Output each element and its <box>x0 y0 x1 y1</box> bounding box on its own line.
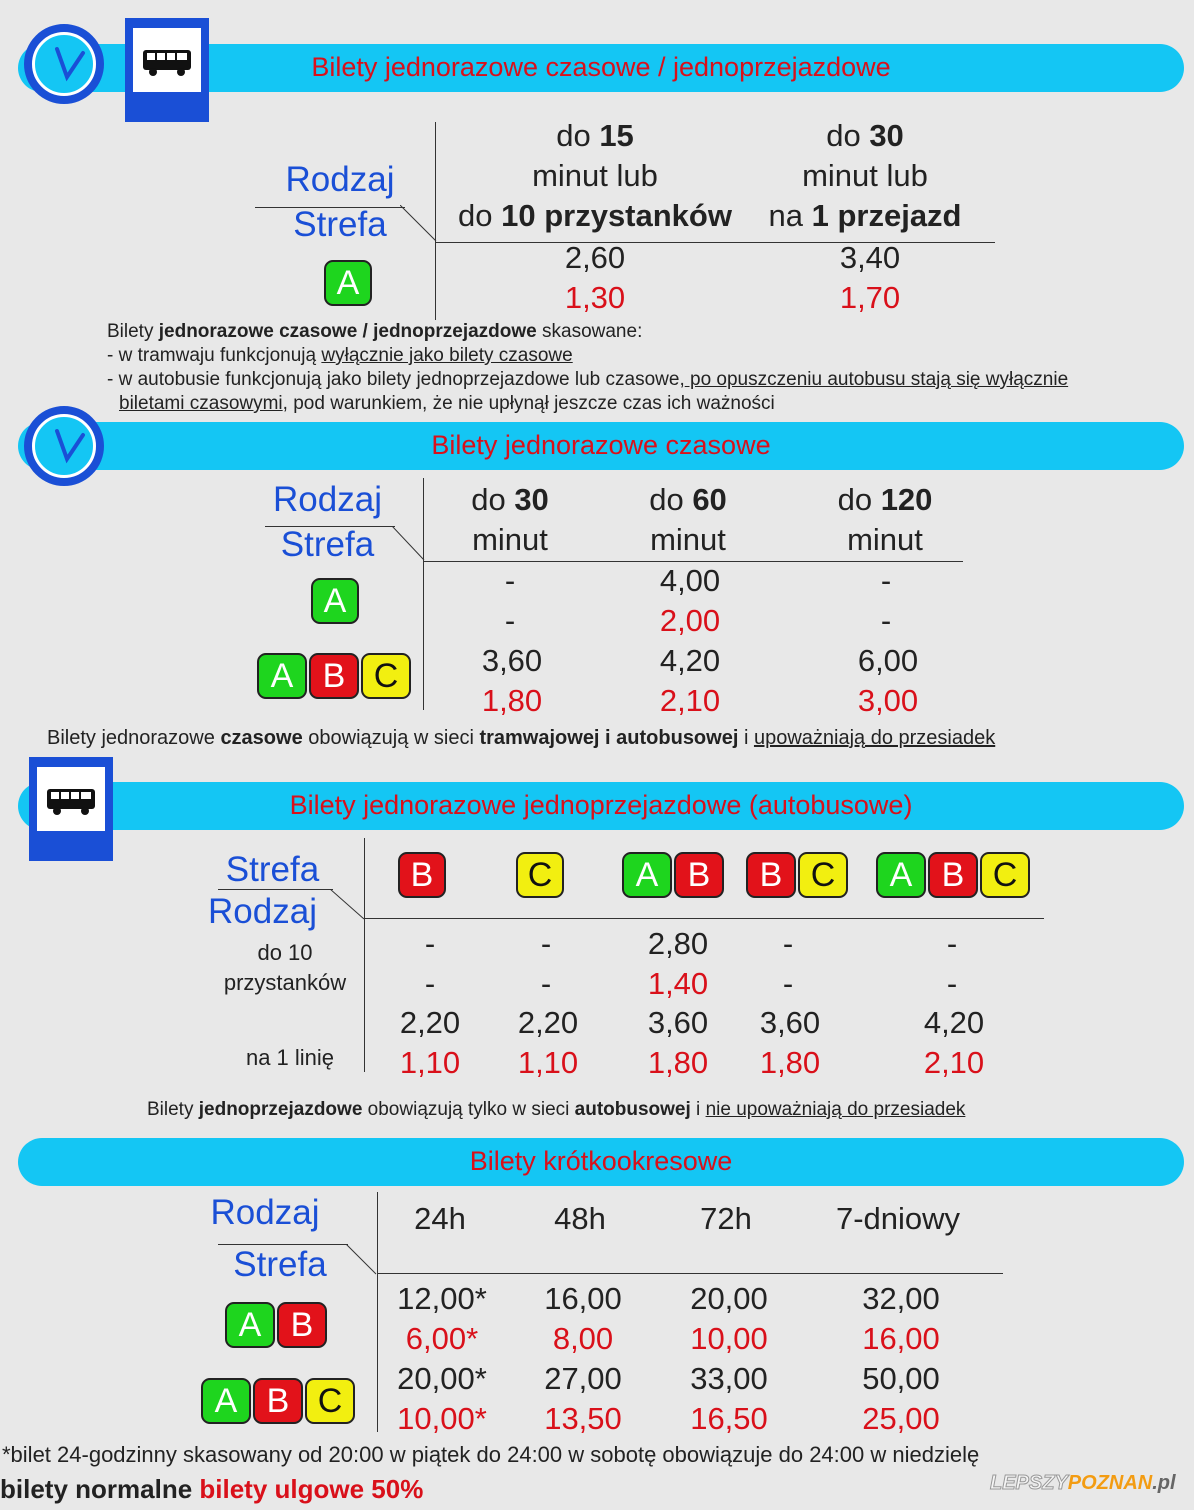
price-reduced: 1,80 <box>647 1045 709 1080</box>
price-normal: 4,20 <box>923 1005 985 1040</box>
section1-note: Bilety jednorazowe czasowe / jednoprzejazdowe skasowane: - w tramwaju funkcjonują wyłącznie jako bilety czasowe - w autobusie funkcjonują jako bilety jednoprzejazdowe lub czasowe, po opuszczeniu autobusu stają się wyłącznie biletami czasowymi, pod warunkiem, że nie upłynął jeszcze czas ich ważności <box>107 321 1069 414</box>
section4-label-strefa: Strefa <box>233 1245 327 1284</box>
divider <box>423 478 424 710</box>
zone-a-badge: A <box>324 260 372 306</box>
price-reduced: 1,70 <box>839 280 901 315</box>
price-normal: 20,00 <box>690 1281 768 1316</box>
section3-row2-label: na 1 linię <box>245 1045 335 1070</box>
zone-c-badge: C <box>361 653 411 699</box>
section1-label-strefa: Strefa <box>293 205 387 244</box>
price-reduced: 2,10 <box>923 1045 985 1080</box>
zone-b-badge: B <box>309 653 359 699</box>
price-reduced: 6,00* <box>405 1321 479 1356</box>
price-normal: - <box>504 563 516 598</box>
price-reduced: - <box>782 966 794 1001</box>
price-normal: 2,80 <box>647 926 709 961</box>
section3-title: Bilety jednorazowe jednoprzejazdowe (autobusowe) <box>289 790 913 820</box>
zone-a-badge: A <box>257 653 307 699</box>
section3-label-strefa: Strefa <box>225 850 320 889</box>
divider <box>218 889 333 890</box>
price-normal: 20,00* <box>397 1361 487 1396</box>
price-normal: - <box>782 926 794 961</box>
section4-col-header: 48h <box>554 1201 606 1236</box>
zone-c-badge: C <box>305 1378 355 1424</box>
bus-stop-icon <box>125 18 209 122</box>
diagonal-divider <box>346 1244 378 1276</box>
zone-b-badge: B <box>746 852 796 898</box>
divider <box>377 1273 1003 1274</box>
watermark: LEPSZYPOZNAN.pl <box>990 1472 1176 1494</box>
price-reduced: 1,40 <box>647 966 709 1001</box>
price-normal: 32,00 <box>862 1281 940 1316</box>
price-normal: 3,40 <box>839 240 901 275</box>
price-reduced: 1,10 <box>517 1045 579 1080</box>
section2-col2-header: do 60 minut <box>649 482 727 557</box>
price-reduced: 2,10 <box>659 683 721 718</box>
price-reduced: - <box>424 966 436 1001</box>
zone-b-badge: B <box>253 1378 303 1424</box>
price-reduced: 1,30 <box>564 280 626 315</box>
section1-label-rodzaj: Rodzaj <box>285 160 395 199</box>
price-reduced: 1,80 <box>759 1045 821 1080</box>
section2-col1-header: do 30 minut <box>471 482 549 557</box>
price-normal: - <box>540 926 552 961</box>
section2-col3-header: do 120 minut <box>837 482 933 557</box>
section2-note: Bilety jednorazowe czasowe obowiązują w sieci tramwajowej i autobusowej i upoważniają do przesiadek <box>47 727 996 749</box>
section4-label-rodzaj: Rodzaj <box>210 1193 320 1232</box>
price-reduced: 16,00 <box>862 1321 940 1356</box>
divider <box>364 918 1044 919</box>
section2-label-strefa: Strefa <box>280 525 375 564</box>
price-reduced: 10,00 <box>690 1321 768 1356</box>
zone-a-badge: A <box>876 852 926 898</box>
zone-b-badge: B <box>928 852 978 898</box>
divider <box>435 122 436 320</box>
diagonal-divider <box>400 205 440 245</box>
section3-banner <box>18 782 1184 830</box>
section4-col-header: 24h <box>414 1201 466 1236</box>
section3-row1-label: do 10 przystanków <box>223 940 347 995</box>
price-reduced: - <box>504 603 516 638</box>
price-reduced: 8,00 <box>552 1321 614 1356</box>
section1-col2-header: do 30 minut lub na 1 przejazd <box>768 118 962 233</box>
section2-label-rodzaj: Rodzaj <box>273 480 382 519</box>
price-reduced: - <box>540 966 552 1001</box>
price-normal: - <box>880 563 892 598</box>
zone-c-badge: C <box>980 852 1030 898</box>
price-normal: 33,00 <box>690 1361 768 1396</box>
price-normal: 2,60 <box>564 240 626 275</box>
legend-normal: bilety normalne <box>0 1474 193 1504</box>
section1-col1-header: do 15 minut lub do 10 przystanków <box>458 118 732 233</box>
zone-a-badge: A <box>311 578 359 624</box>
price-reduced: 10,00* <box>397 1401 487 1436</box>
price-reduced: 25,00 <box>862 1401 940 1436</box>
section3-label-rodzaj: Rodzaj <box>208 892 317 931</box>
zone-b-badge: B <box>277 1302 327 1348</box>
price-normal: - <box>946 926 958 961</box>
clock-icon <box>24 24 104 104</box>
clock-icon <box>24 406 104 486</box>
price-reduced: 1,10 <box>399 1045 461 1080</box>
price-normal: 6,00 <box>857 643 919 678</box>
footnote: *bilet 24-godzinny skasowany od 20:00 w piątek do 24:00 w sobotę obowiązuje do 24:00 w niedzielę <box>2 1442 980 1467</box>
price-normal: 2,20 <box>399 1005 461 1040</box>
section4-banner <box>18 1138 1184 1186</box>
price-normal: 2,20 <box>517 1005 579 1040</box>
price-reduced: 2,00 <box>659 603 721 638</box>
price-reduced: - <box>946 966 958 1001</box>
section4-col-header: 7-dniowy <box>835 1201 961 1236</box>
price-normal: 3,60 <box>647 1005 709 1040</box>
section2-banner <box>18 422 1184 470</box>
price-normal: 50,00 <box>862 1361 940 1396</box>
price-reduced: 16,50 <box>690 1401 768 1436</box>
bus-stop-icon <box>29 757 113 861</box>
price-normal: 27,00 <box>544 1361 622 1396</box>
price-reduced: 3,00 <box>857 683 919 718</box>
zone-b-badge: B <box>674 852 724 898</box>
section3-note: Bilety jednoprzejazdowe obowiązują tylko w sieci autobusowej i nie upoważniają do przesiadek <box>147 1099 966 1120</box>
price-reduced: - <box>880 603 892 638</box>
legend-reduced: bilety ulgowe 50% <box>199 1474 424 1504</box>
price-normal: 3,60 <box>759 1005 821 1040</box>
zone-a-badge: A <box>622 852 672 898</box>
zone-a-badge: A <box>201 1378 251 1424</box>
price-normal: 4,00 <box>659 563 721 598</box>
section1-title: Bilety jednorazowe czasowe / jednoprzejazdowe <box>311 52 891 82</box>
zone-c-badge: C <box>798 852 848 898</box>
price-normal: 16,00 <box>544 1281 622 1316</box>
section2-title: Bilety jednorazowe czasowe <box>431 430 771 460</box>
price-reduced: 13,50 <box>544 1401 622 1436</box>
price-normal: 12,00* <box>397 1281 487 1316</box>
legend <box>0 1474 423 1505</box>
price-normal: 3,60 <box>481 643 543 678</box>
section4-title: Bilety krótkookresowe <box>469 1146 733 1176</box>
zone-b-badge: B <box>398 852 446 898</box>
price-normal: - <box>424 926 436 961</box>
section4-col-header: 72h <box>700 1201 752 1236</box>
price-reduced: 1,80 <box>481 683 543 718</box>
zone-c-badge: C <box>516 852 564 898</box>
price-normal: 4,20 <box>659 643 721 678</box>
zone-a-badge: A <box>225 1302 275 1348</box>
diagonal-divider <box>330 889 366 921</box>
